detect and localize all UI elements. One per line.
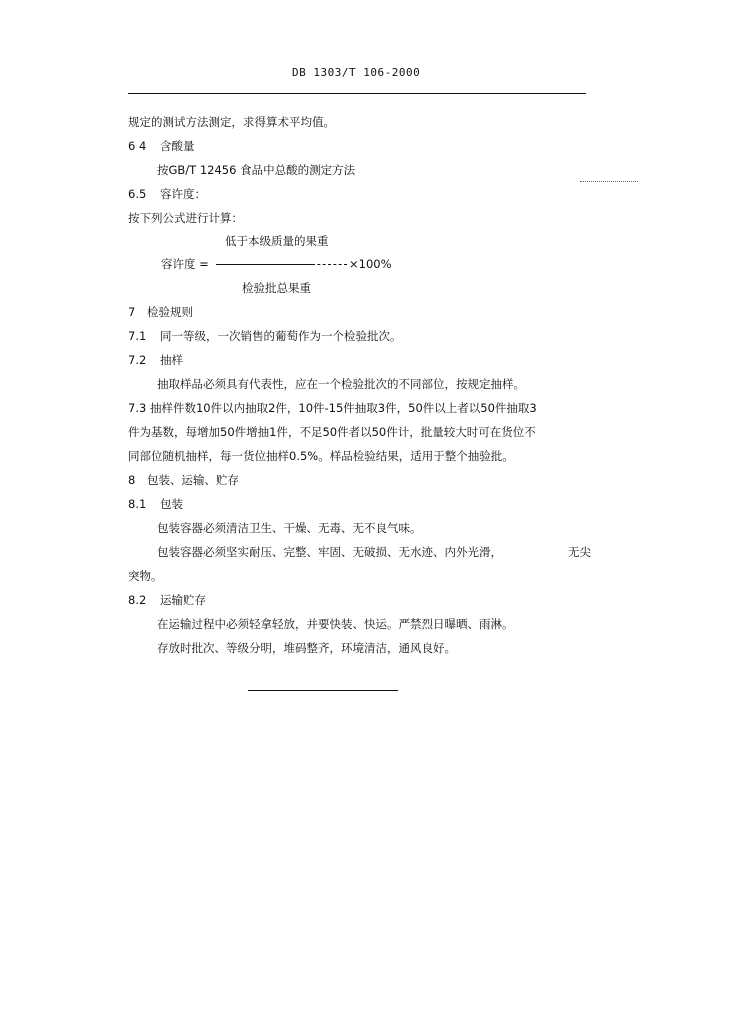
- paragraph-line-end: 无尖: [568, 545, 591, 559]
- section-number: 7: [128, 305, 136, 319]
- section-number: 8.1: [128, 497, 147, 511]
- section-number: 7.2: [128, 353, 147, 367]
- section-number: 6.5: [128, 187, 147, 201]
- formula-denominator: 检验批总果重: [242, 281, 311, 295]
- paragraph-line: 突物。: [128, 569, 163, 583]
- formula-numerator: 低于本级质量的果重: [225, 234, 329, 248]
- formula-lhs: 容许度 =: [161, 257, 209, 271]
- paragraph-line: 同一等级，一次销售的葡萄作为一个检验批次。: [160, 329, 402, 343]
- section-title: 包装、运输、贮存: [147, 473, 239, 487]
- section-title: 运输贮存: [160, 593, 206, 607]
- paragraph-line: 存放时批次、等级分明，堆码整齐，环境清洁，通风良好。: [157, 641, 456, 655]
- document-number: DB 1303/T 106-2000: [292, 66, 421, 79]
- paragraph-line: 包装容器必须坚实耐压、完整、牢固、无破损、无水迹、内外光滑，: [157, 545, 502, 559]
- end-rule: [248, 690, 398, 691]
- section-number: 6 4: [128, 139, 147, 153]
- formula-multiplier: ×100%: [349, 257, 392, 271]
- fraction-bar: [216, 264, 312, 265]
- paragraph-line: 在运输过程中必须轻拿轻放，并要快装、快运。严禁烈日曝晒、雨淋。: [157, 617, 514, 631]
- section-title: 检验规则: [147, 305, 193, 319]
- fraction-bar-dashed: [312, 264, 347, 265]
- paragraph-line: 件为基数，每增加50件增抽1件，不足50件者以50件计，批量较大时可在货位不: [128, 425, 536, 439]
- paragraph-line: 7.3 抽样件数10件以内抽取2件，10件-15件抽取3件，50件以上者以50件抽取3: [128, 401, 537, 415]
- header-rule: [128, 93, 586, 94]
- paragraph-line: 按GB/T 12456 食品中总酸的测定方法: [157, 163, 356, 177]
- section-number: 8: [128, 473, 136, 487]
- scan-noise: [580, 181, 638, 182]
- section-title: 容许度：: [160, 187, 206, 201]
- paragraph-line: 抽取样品必须具有代表性，应在一个检验批次的不同部位，按规定抽样。: [157, 377, 525, 391]
- section-title: 包装: [160, 497, 183, 511]
- section-title: 抽样: [160, 353, 183, 367]
- paragraph-line: 包装容器必须清洁卫生、干燥、无毒、无不良气味。: [157, 521, 422, 535]
- paragraph-line: 规定的测试方法测定，求得算术平均值。: [128, 115, 335, 129]
- section-number: 7.1: [128, 329, 147, 343]
- section-number: 8.2: [128, 593, 147, 607]
- paragraph-line: 同部位随机抽样，每一货位抽样0.5%。样品检验结果，适用于整个抽验批。: [128, 449, 514, 463]
- paragraph-line: 按下列公式进行计算：: [128, 211, 243, 225]
- section-title: 含酸量: [160, 139, 195, 153]
